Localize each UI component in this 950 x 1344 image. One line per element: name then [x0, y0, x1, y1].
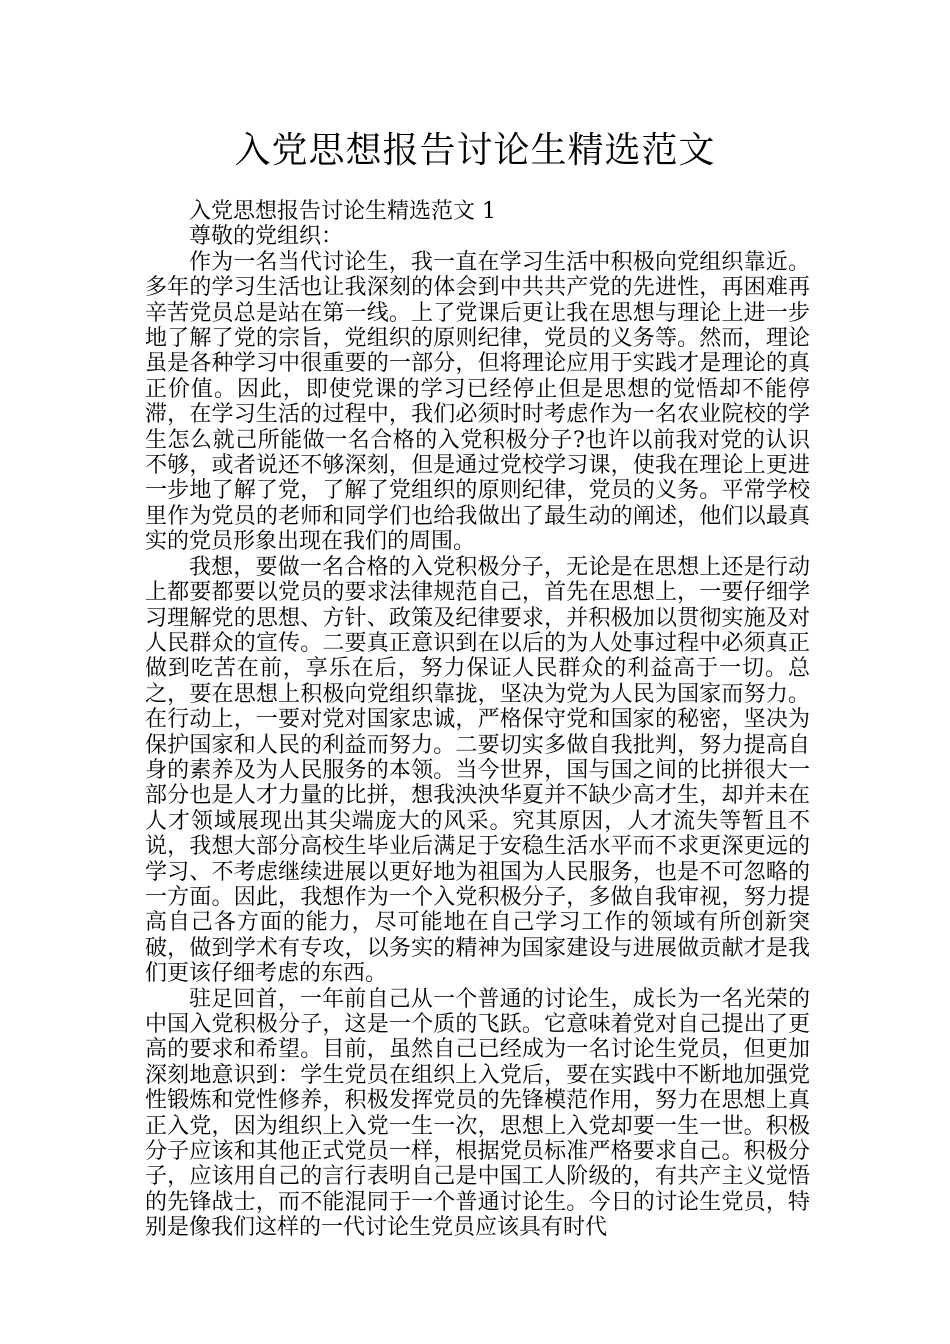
- salutation: 尊敬的党组织：: [189, 224, 344, 250]
- paragraph: 驻足回首，一年前自己从一个普通的讨论生，成长为一名光荣的中国入党积极分子，这是一个质的飞跃。它意味着党对自己提出了更高的要求和希望。目前，虽然自己已经成为一名讨论生党员，但更加深刻地意识到：学生党员在组织上入党后，要在实践中不断地加强党性锻炼和党性修养，积极发挥党员的先锋模范作用，努力在思想上真正入党，因为组织上入党一生一次，思想上入党却要一生一世。积极分子应该和其他正式党员一样，根据党员标准严格要求自己。积极分子，应该用自己的言行表明自己是中国工人阶级的，有共产主义觉悟的先锋战士，而不能混同于一个普通讨论生。今日的讨论生党员，特别是像我们这样的一代讨论生党员应该具有时代: [145, 986, 810, 1241]
- paragraph: 作为一名当代讨论生，我一直在学习生活中积极向党组织靠近。多年的学习生活也让我深刻的体会到中共共产党的先进性，再困难再辛苦党员总是站在第一线。上了党课后更让我在思想与理论上进一步地了解了党的宗旨，党组织的原则纪律，党员的义务等。然而，理论虽是各种学习中很重要的一部分，但将理论应用于实践才是理论的真正价值。因此，即使党课的学习已经停止但是思想的觉悟却不能停滞，在学习生活的过程中，我们必须时时考虑作为一名农业院校的学生怎么就己所能做一名合格的入党积极分子?也许以前我对党的认识不够，或者说还不够深刻，但是通过党校学习课，使我在理论上更进一步地了解了党，了解了党组织的原则纪律，党员的义务。平常学校里作为党员的老师和同学们也给我做出了最生动的阐述，他们以最真实的党员形象出现在我们的周围。: [145, 249, 810, 555]
- document-body: [145, 199, 810, 1241]
- document-title: 入党思想报告讨论生精选范文: [234, 130, 716, 171]
- paragraph: 我想，要做一名合格的入党积极分子，无论是在思想上还是行动上都要都要以党员的要求法律规范自己，首先在思想上，一要仔细学习理解党的思想、方针、政策及纪律要求，并积极加以贯彻实施及对人民群众的宣传。二要真正意识到在以后的为人处事过程中必须真正做到吃苦在前，享乐在后，努力保证人民群众的利益高于一切。总之，要在思想上积极向党组织靠拢，坚决为党为人民为国家而努力。在行动上，一要对党对国家忠诚，严格保守党和国家的秘密，坚决为保护国家和人民的利益而努力。二要切实多做自我批判，努力提高自身的素养及为人民服务的本领。当今世界，国与国之间的比拼很大一部分也是人才力量的比拼，想我泱泱华夏并不缺少高才生，却并未在人才领域展现出其尖端庞大的风采。究其原因，人才流失等暂且不说，我想大部分高校生毕业后满足于安稳生活水平而不求更深更远的学习、不考虑继续进展以更好地为祖国为人民服务，也是不可忽略的一方面。因此，我想作为一个入党积极分子，多做自我审视，努力提高自己各方面的能力，尽可能地在自己学习工作的领域有所创新突破，做到学术有专攻，以务实的精神为国家建设与进展做贡献才是我们更该仔细考虑的东西。: [145, 554, 810, 987]
- document-subtitle: 入党思想报告讨论生精选范文 1: [189, 199, 496, 224]
